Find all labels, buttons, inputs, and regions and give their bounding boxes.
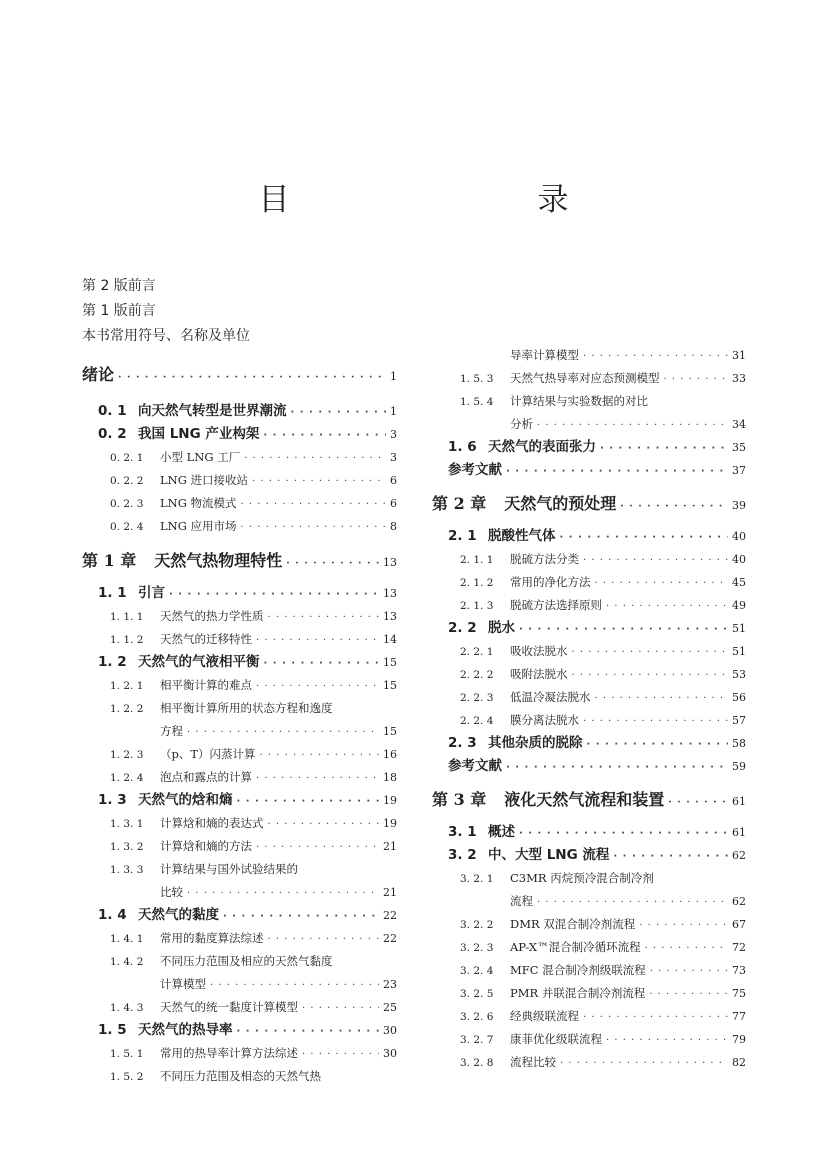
toc-dot-leader bbox=[583, 1006, 728, 1029]
toc-entry-title: 天然气的表面张力 bbox=[488, 439, 596, 455]
toc-entry-title: 计算焓和熵的方法 bbox=[160, 839, 252, 853]
toc-entry-title: 天然气的黏度 bbox=[138, 907, 219, 923]
toc-dot-leader bbox=[537, 414, 728, 437]
toc-dot-leader bbox=[583, 345, 728, 368]
toc-page-number: 77 bbox=[732, 1010, 746, 1023]
toc-page-number: 72 bbox=[732, 941, 746, 954]
toc-dot-leader bbox=[291, 401, 387, 424]
toc-chapter-entry[interactable] bbox=[82, 358, 397, 392]
toc-dot-leader bbox=[256, 675, 379, 698]
toc-dot-leader bbox=[645, 937, 728, 960]
toc-entry-number: 1. 1. 2 bbox=[110, 634, 144, 646]
toc-dot-leader bbox=[241, 493, 386, 516]
toc-entry-title: 分析 bbox=[510, 417, 533, 431]
toc-entry-number: 第 2 章 bbox=[432, 494, 487, 513]
toc-entry-title: 液化天然气流程和装置 bbox=[504, 790, 665, 809]
toc-page-number: 13 bbox=[383, 610, 397, 623]
toc-page-number: 57 bbox=[732, 714, 746, 727]
toc-entry-title: 计算结果与国外试验结果的 bbox=[160, 862, 298, 876]
toc-entry-number: 3. 2. 6 bbox=[460, 1011, 494, 1023]
toc-dot-leader bbox=[118, 361, 386, 395]
toc-dot-leader bbox=[302, 997, 379, 1020]
toc-section-entry[interactable] bbox=[432, 732, 746, 755]
toc-dot-leader bbox=[537, 891, 728, 914]
toc-entry-number: 1. 5. 3 bbox=[460, 373, 494, 385]
toc-entry-number: 3. 2. 3 bbox=[460, 942, 494, 954]
toc-dot-leader bbox=[668, 786, 728, 820]
toc-dot-leader bbox=[664, 368, 729, 391]
toc-page-number: 15 bbox=[383, 725, 397, 738]
toc-section-entry[interactable] bbox=[82, 400, 397, 423]
toc-dot-leader bbox=[595, 687, 729, 710]
toc-section-entry[interactable] bbox=[82, 582, 397, 605]
toc-section-entry[interactable] bbox=[82, 904, 397, 927]
toc-subsection-entry[interactable] bbox=[82, 469, 397, 492]
toc-entry-title: 常用的热导率计算方法综述 bbox=[160, 1046, 298, 1060]
front-matter-item[interactable]: 本书常用符号、名称及单位 bbox=[82, 328, 250, 344]
toc-page-number: 15 bbox=[383, 679, 397, 692]
toc-left-column bbox=[82, 358, 397, 1088]
toc-subsection-entry[interactable] bbox=[82, 1065, 397, 1088]
toc-entry-number: 1. 5. 1 bbox=[110, 1048, 144, 1060]
toc-references-entry[interactable] bbox=[432, 755, 746, 778]
toc-entry-number: 2. 1. 1 bbox=[460, 554, 494, 566]
toc-dot-leader bbox=[613, 845, 728, 868]
toc-entry-title: 常用的黏度算法综述 bbox=[160, 931, 264, 945]
toc-entry-number: 1. 5 bbox=[98, 1022, 127, 1038]
toc-subsection-entry[interactable] bbox=[82, 515, 397, 538]
toc-page-number: 67 bbox=[732, 918, 746, 931]
toc-subsection-entry[interactable] bbox=[82, 743, 397, 766]
toc-dot-leader bbox=[583, 549, 728, 572]
toc-section-entry[interactable] bbox=[432, 821, 746, 844]
toc-entry-title: 脱硫方法分类 bbox=[510, 552, 579, 566]
toc-page-number: 6 bbox=[390, 497, 397, 510]
toc-subsection-entry[interactable] bbox=[82, 812, 397, 835]
toc-entry-title: 天然气的气液相平衡 bbox=[138, 654, 260, 670]
toc-entry-title: LNG 物流模式 bbox=[160, 496, 237, 510]
toc-dot-leader bbox=[302, 1043, 379, 1066]
toc-page-number: 56 bbox=[732, 691, 746, 704]
toc-entry-title: C3MR 丙烷预冷混合制冷剂 bbox=[510, 871, 654, 885]
toc-entry-title: 吸附法脱水 bbox=[510, 667, 568, 681]
toc-page-number: 16 bbox=[383, 748, 397, 761]
toc-dot-leader bbox=[560, 526, 729, 549]
toc-section-entry[interactable] bbox=[82, 789, 397, 812]
toc-subsection-entry[interactable] bbox=[432, 640, 746, 663]
toc-subsection-entry[interactable] bbox=[432, 1051, 746, 1074]
toc-page-number: 19 bbox=[383, 817, 397, 830]
toc-dot-leader bbox=[256, 629, 379, 652]
toc-dot-leader bbox=[506, 756, 728, 779]
toc-entry-title: 相平衡计算的难点 bbox=[160, 678, 252, 692]
toc-chapter-entry[interactable] bbox=[82, 544, 397, 578]
toc-dot-leader bbox=[244, 447, 386, 470]
toc-entry-number: 1. 1 bbox=[98, 585, 127, 601]
toc-entry-number: 1. 2. 3 bbox=[110, 749, 144, 761]
toc-page-number: 51 bbox=[732, 622, 746, 635]
toc-chapter-entry[interactable] bbox=[432, 783, 746, 817]
toc-entry-title: 天然气的热力学性质 bbox=[160, 609, 264, 623]
toc-entry-title: 低温冷凝法脱水 bbox=[510, 690, 591, 704]
toc-page-number: 23 bbox=[383, 978, 397, 991]
toc-entry-number: 1. 5. 4 bbox=[460, 396, 494, 408]
toc-entry-number: 1. 4. 2 bbox=[110, 956, 144, 968]
toc-entry-title: 膜分离法脱水 bbox=[510, 713, 579, 727]
toc-subsection-continuation[interactable] bbox=[82, 881, 397, 904]
toc-page-number: 61 bbox=[732, 795, 746, 808]
toc-page-number: 40 bbox=[732, 530, 746, 543]
toc-dot-leader bbox=[639, 914, 728, 937]
toc-entry-title: 参考文献 bbox=[448, 758, 502, 774]
toc-subsection-entry[interactable] bbox=[82, 858, 397, 881]
toc-dot-leader bbox=[237, 1020, 380, 1043]
toc-subsection-entry[interactable] bbox=[82, 766, 397, 789]
toc-entry-title: 计算结果与实验数据的对比 bbox=[510, 394, 648, 408]
toc-entry-number: 0. 2 bbox=[98, 426, 127, 442]
toc-subsection-continuation[interactable] bbox=[82, 720, 397, 743]
toc-entry-number: 1. 6 bbox=[448, 439, 477, 455]
toc-page-number: 62 bbox=[732, 849, 746, 862]
toc-page-number: 49 bbox=[732, 599, 746, 612]
toc-dot-leader bbox=[606, 595, 728, 618]
toc-dot-leader bbox=[187, 721, 379, 744]
toc-subsection-entry[interactable] bbox=[432, 959, 746, 982]
toc-subsection-entry[interactable] bbox=[432, 367, 746, 390]
toc-page-number: 35 bbox=[732, 441, 746, 454]
toc-subsection-entry[interactable] bbox=[82, 996, 397, 1019]
toc-entry-number: 3. 2. 4 bbox=[460, 965, 494, 977]
toc-entry-number: 1. 3. 1 bbox=[110, 818, 144, 830]
toc-entry-title: 吸收法脱水 bbox=[510, 644, 568, 658]
toc-entry-title: 流程 bbox=[510, 894, 533, 908]
toc-dot-leader bbox=[223, 905, 379, 928]
toc-dot-leader bbox=[286, 547, 379, 581]
toc-dot-leader bbox=[649, 983, 728, 1006]
toc-dot-leader bbox=[256, 836, 379, 859]
toc-page-number: 51 bbox=[732, 645, 746, 658]
toc-dot-leader bbox=[650, 960, 728, 983]
toc-subsection-continuation[interactable] bbox=[432, 413, 746, 436]
toc-entry-number: 1. 4. 1 bbox=[110, 933, 144, 945]
toc-entry-number: 1. 4. 3 bbox=[110, 1002, 144, 1014]
toc-subsection-entry[interactable] bbox=[82, 1042, 397, 1065]
toc-entry-title: 向天然气转型是世界潮流 bbox=[138, 403, 287, 419]
toc-subsection-entry[interactable] bbox=[432, 982, 746, 1005]
toc-page-number: 3 bbox=[390, 428, 397, 441]
toc-entry-title: 参考文献 bbox=[448, 462, 502, 478]
toc-subsection-entry[interactable] bbox=[82, 674, 397, 697]
toc-entry-title: 方程 bbox=[160, 724, 183, 738]
toc-entry-title: 经典级联流程 bbox=[510, 1009, 579, 1023]
toc-page-number: 79 bbox=[732, 1033, 746, 1046]
front-matter-item[interactable]: 第 1 版前言 bbox=[82, 303, 156, 319]
toc-right-column bbox=[432, 344, 746, 1074]
toc-subsection-entry[interactable] bbox=[82, 446, 397, 469]
toc-subsection-entry[interactable] bbox=[82, 697, 397, 720]
toc-entry-number: 2. 1. 2 bbox=[460, 577, 494, 589]
toc-subsection-entry[interactable] bbox=[432, 548, 746, 571]
toc-entry-number: 3. 2. 2 bbox=[460, 919, 494, 931]
toc-page-number: 75 bbox=[732, 987, 746, 1000]
toc-page-number: 15 bbox=[383, 656, 397, 669]
toc-section-entry[interactable] bbox=[82, 1019, 397, 1042]
toc-entry-title: （p、T）闪蒸计算 bbox=[160, 747, 256, 761]
toc-page-number: 1 bbox=[390, 405, 397, 418]
toc-page-number: 59 bbox=[732, 760, 746, 773]
toc-entry-title: 脱酸性气体 bbox=[488, 528, 556, 544]
toc-dot-leader bbox=[263, 424, 386, 447]
toc-entry-number: 第 1 章 bbox=[82, 551, 137, 570]
toc-page-number: 8 bbox=[390, 520, 397, 533]
toc-entry-title: 天然气热导率对应态预测模型 bbox=[510, 371, 660, 385]
toc-entry-title: 脱水 bbox=[488, 620, 515, 636]
toc-entry-title: AP-X™混合制冷循环流程 bbox=[510, 940, 641, 954]
toc-section-entry[interactable] bbox=[432, 844, 746, 867]
toc-section-entry[interactable] bbox=[82, 423, 397, 446]
toc-entry-number: 3. 2. 1 bbox=[460, 873, 494, 885]
toc-page-number: 39 bbox=[732, 499, 746, 512]
toc-entry-number: 3. 2. 5 bbox=[460, 988, 494, 1000]
toc-subsection-entry[interactable] bbox=[82, 628, 397, 651]
toc-dot-leader bbox=[583, 710, 728, 733]
toc-entry-title: 泡点和露点的计算 bbox=[160, 770, 252, 784]
toc-entry-title: 概述 bbox=[488, 824, 515, 840]
toc-entry-title: 不同压力范围及相应的天然气黏度 bbox=[160, 954, 333, 968]
toc-entry-number: 1. 3. 3 bbox=[110, 864, 144, 876]
toc-subsection-entry[interactable] bbox=[432, 1005, 746, 1028]
toc-dot-leader bbox=[572, 664, 729, 687]
toc-dot-leader bbox=[187, 882, 379, 905]
toc-section-entry[interactable] bbox=[432, 525, 746, 548]
toc-subsection-entry[interactable] bbox=[82, 835, 397, 858]
toc-dot-leader bbox=[210, 974, 379, 997]
toc-dot-leader bbox=[268, 928, 380, 951]
toc-page-number: 3 bbox=[390, 451, 397, 464]
toc-entry-title: 小型 LNG 工厂 bbox=[160, 450, 241, 464]
toc-entry-number: 3. 2. 7 bbox=[460, 1034, 494, 1046]
toc-page-number: 40 bbox=[732, 553, 746, 566]
toc-page-number: 21 bbox=[383, 840, 397, 853]
toc-dot-leader bbox=[169, 583, 379, 606]
toc-dot-leader bbox=[620, 490, 728, 524]
toc-entry-title: 其他杂质的脱除 bbox=[488, 735, 583, 751]
toc-subsection-continuation[interactable] bbox=[432, 890, 746, 913]
toc-page-number: 6 bbox=[390, 474, 397, 487]
toc-subsection-entry[interactable] bbox=[432, 1028, 746, 1051]
toc-dot-leader bbox=[268, 813, 380, 836]
toc-section-entry[interactable] bbox=[82, 651, 397, 674]
toc-page-number: 18 bbox=[383, 771, 397, 784]
toc-page-number: 13 bbox=[383, 556, 397, 569]
page-title: 目 录 bbox=[258, 182, 631, 218]
toc-entry-title: 天然气的迁移特性 bbox=[160, 632, 252, 646]
toc-dot-leader bbox=[595, 572, 729, 595]
toc-page-number: 14 bbox=[383, 633, 397, 646]
toc-entry-number: 2. 2. 1 bbox=[460, 646, 494, 658]
toc-entry-title: DMR 双混合制冷剂流程 bbox=[510, 917, 636, 931]
toc-subsection-entry[interactable] bbox=[432, 936, 746, 959]
toc-section-entry[interactable] bbox=[432, 617, 746, 640]
toc-entry-title: MFC 混合制冷剂级联流程 bbox=[510, 963, 646, 977]
toc-dot-leader bbox=[252, 470, 386, 493]
toc-dot-leader bbox=[560, 1052, 728, 1075]
toc-entry-number: 1. 5. 2 bbox=[110, 1071, 144, 1083]
toc-entry-number: 2. 1. 3 bbox=[460, 600, 494, 612]
toc-subsection-entry[interactable] bbox=[432, 913, 746, 936]
toc-page-number: 19 bbox=[383, 794, 397, 807]
toc-entry-title: 天然气热物理特性 bbox=[154, 551, 283, 570]
toc-entry-number: 2. 2. 3 bbox=[460, 692, 494, 704]
toc-entry-title: 绪论 bbox=[82, 365, 115, 384]
toc-entry-title: 我国 LNG 产业构架 bbox=[138, 426, 260, 442]
toc-page-number: 62 bbox=[732, 895, 746, 908]
toc-page-number: 22 bbox=[383, 909, 397, 922]
toc-dot-leader bbox=[237, 790, 380, 813]
toc-page-number: 45 bbox=[732, 576, 746, 589]
toc-entry-number: 1. 4 bbox=[98, 907, 127, 923]
toc-entry-title: 计算模型 bbox=[160, 977, 206, 991]
toc-entry-title: 不同压力范围及相态的天然气热 bbox=[160, 1069, 321, 1083]
toc-subsection-entry[interactable] bbox=[432, 867, 746, 890]
toc-entry-number: 1. 2. 2 bbox=[110, 703, 144, 715]
toc-page-number: 1 bbox=[390, 370, 397, 383]
toc-subsection-entry[interactable] bbox=[432, 571, 746, 594]
toc-entry-title: LNG 应用市场 bbox=[160, 519, 237, 533]
toc-entry-number: 2. 2. 4 bbox=[460, 715, 494, 727]
toc-subsection-entry[interactable] bbox=[432, 390, 746, 413]
toc-entry-title: 天然气的预处理 bbox=[504, 494, 617, 513]
toc-page-number: 33 bbox=[732, 372, 746, 385]
toc-entry-number: 第 3 章 bbox=[432, 790, 487, 809]
toc-page-number: 61 bbox=[732, 826, 746, 839]
toc-entry-number: 2. 1 bbox=[448, 528, 477, 544]
toc-entry-title: 比较 bbox=[160, 885, 183, 899]
toc-page-number: 30 bbox=[383, 1024, 397, 1037]
toc-entry-title: 天然气的统一黏度计算模型 bbox=[160, 1000, 298, 1014]
toc-dot-leader bbox=[268, 606, 380, 629]
toc-dot-leader bbox=[241, 516, 386, 539]
toc-dot-leader bbox=[264, 652, 380, 675]
toc-entry-number: 1. 2. 4 bbox=[110, 772, 144, 784]
toc-entry-title: 相平衡计算所用的状态方程和逸度 bbox=[160, 701, 333, 715]
toc-page-number: 25 bbox=[383, 1001, 397, 1014]
toc-dot-leader bbox=[256, 767, 379, 790]
toc-subsection-entry[interactable] bbox=[432, 686, 746, 709]
toc-entry-number: 0. 1 bbox=[98, 403, 127, 419]
toc-page-number: 58 bbox=[732, 737, 746, 750]
toc-dot-leader bbox=[606, 1029, 728, 1052]
toc-entry-number: 0. 2. 4 bbox=[110, 521, 144, 533]
toc-subsection-entry[interactable] bbox=[432, 709, 746, 732]
toc-entry-number: 1. 2 bbox=[98, 654, 127, 670]
toc-dot-leader bbox=[506, 460, 728, 483]
toc-entry-number: 1. 3. 2 bbox=[110, 841, 144, 853]
toc-entry-number: 2. 2 bbox=[448, 620, 477, 636]
toc-entry-number: 3. 2 bbox=[448, 847, 477, 863]
toc-page-number: 34 bbox=[732, 418, 746, 431]
toc-subsection-entry[interactable] bbox=[432, 594, 746, 617]
toc-page-number: 13 bbox=[383, 587, 397, 600]
toc-entry-title: 天然气的焓和熵 bbox=[138, 792, 233, 808]
toc-entry-number: 2. 3 bbox=[448, 735, 477, 751]
toc-subsection-entry[interactable] bbox=[432, 663, 746, 686]
toc-page-number: 53 bbox=[732, 668, 746, 681]
toc-entry-title: 计算焓和熵的表达式 bbox=[160, 816, 264, 830]
toc-dot-leader bbox=[519, 822, 728, 845]
toc-dot-leader bbox=[600, 437, 728, 460]
toc-dot-leader bbox=[519, 618, 728, 641]
toc-entry-number: 0. 2. 1 bbox=[110, 452, 144, 464]
toc-page-number: 21 bbox=[383, 886, 397, 899]
toc-chapter-entry[interactable] bbox=[432, 487, 746, 521]
toc-entry-number: 2. 2. 2 bbox=[460, 669, 494, 681]
toc-entry-title: 常用的净化方法 bbox=[510, 575, 591, 589]
toc-entry-title: PMR 并联混合制冷剂流程 bbox=[510, 986, 646, 1000]
toc-entry-title: LNG 进口接收站 bbox=[160, 473, 249, 487]
toc-page-number: 82 bbox=[732, 1056, 746, 1069]
toc-entry-number: 3. 2. 8 bbox=[460, 1057, 494, 1069]
toc-dot-leader bbox=[572, 641, 729, 664]
toc-subsection-entry[interactable] bbox=[82, 605, 397, 628]
toc-entry-title: 中、大型 LNG 流程 bbox=[488, 847, 610, 863]
toc-entry-number: 0. 2. 2 bbox=[110, 475, 144, 487]
toc-entry-number: 3. 1 bbox=[448, 824, 477, 840]
toc-entry-title: 脱硫方法选择原则 bbox=[510, 598, 602, 612]
toc-entry-title: 流程比较 bbox=[510, 1055, 556, 1069]
toc-entry-number: 1. 3 bbox=[98, 792, 127, 808]
toc-entry-title: 导率计算模型 bbox=[510, 348, 579, 362]
toc-entry-title: 引言 bbox=[138, 585, 165, 601]
toc-dot-leader bbox=[260, 744, 379, 767]
toc-page-number: 22 bbox=[383, 932, 397, 945]
toc-references-entry[interactable] bbox=[432, 459, 746, 482]
toc-subsection-continuation[interactable] bbox=[82, 973, 397, 996]
front-matter bbox=[82, 274, 402, 349]
toc-dot-leader bbox=[587, 733, 729, 756]
toc-entry-title: 天然气的热导率 bbox=[138, 1022, 233, 1038]
toc-page-number: 73 bbox=[732, 964, 746, 977]
toc-page-number: 30 bbox=[383, 1047, 397, 1060]
toc-entry-number: 0. 2. 3 bbox=[110, 498, 144, 510]
toc-page-number: 37 bbox=[732, 464, 746, 477]
toc-entry-title: 康菲优化级联流程 bbox=[510, 1032, 602, 1046]
toc-section-entry[interactable] bbox=[432, 436, 746, 459]
toc-subsection-continuation[interactable] bbox=[432, 344, 746, 367]
toc-subsection-entry[interactable] bbox=[82, 927, 397, 950]
toc-entry-number: 1. 2. 1 bbox=[110, 680, 144, 692]
front-matter-item[interactable]: 第 2 版前言 bbox=[82, 278, 156, 294]
toc-subsection-entry[interactable] bbox=[82, 492, 397, 515]
toc-subsection-entry[interactable] bbox=[82, 950, 397, 973]
toc-page-number: 31 bbox=[732, 349, 746, 362]
toc-entry-number: 1. 1. 1 bbox=[110, 611, 144, 623]
